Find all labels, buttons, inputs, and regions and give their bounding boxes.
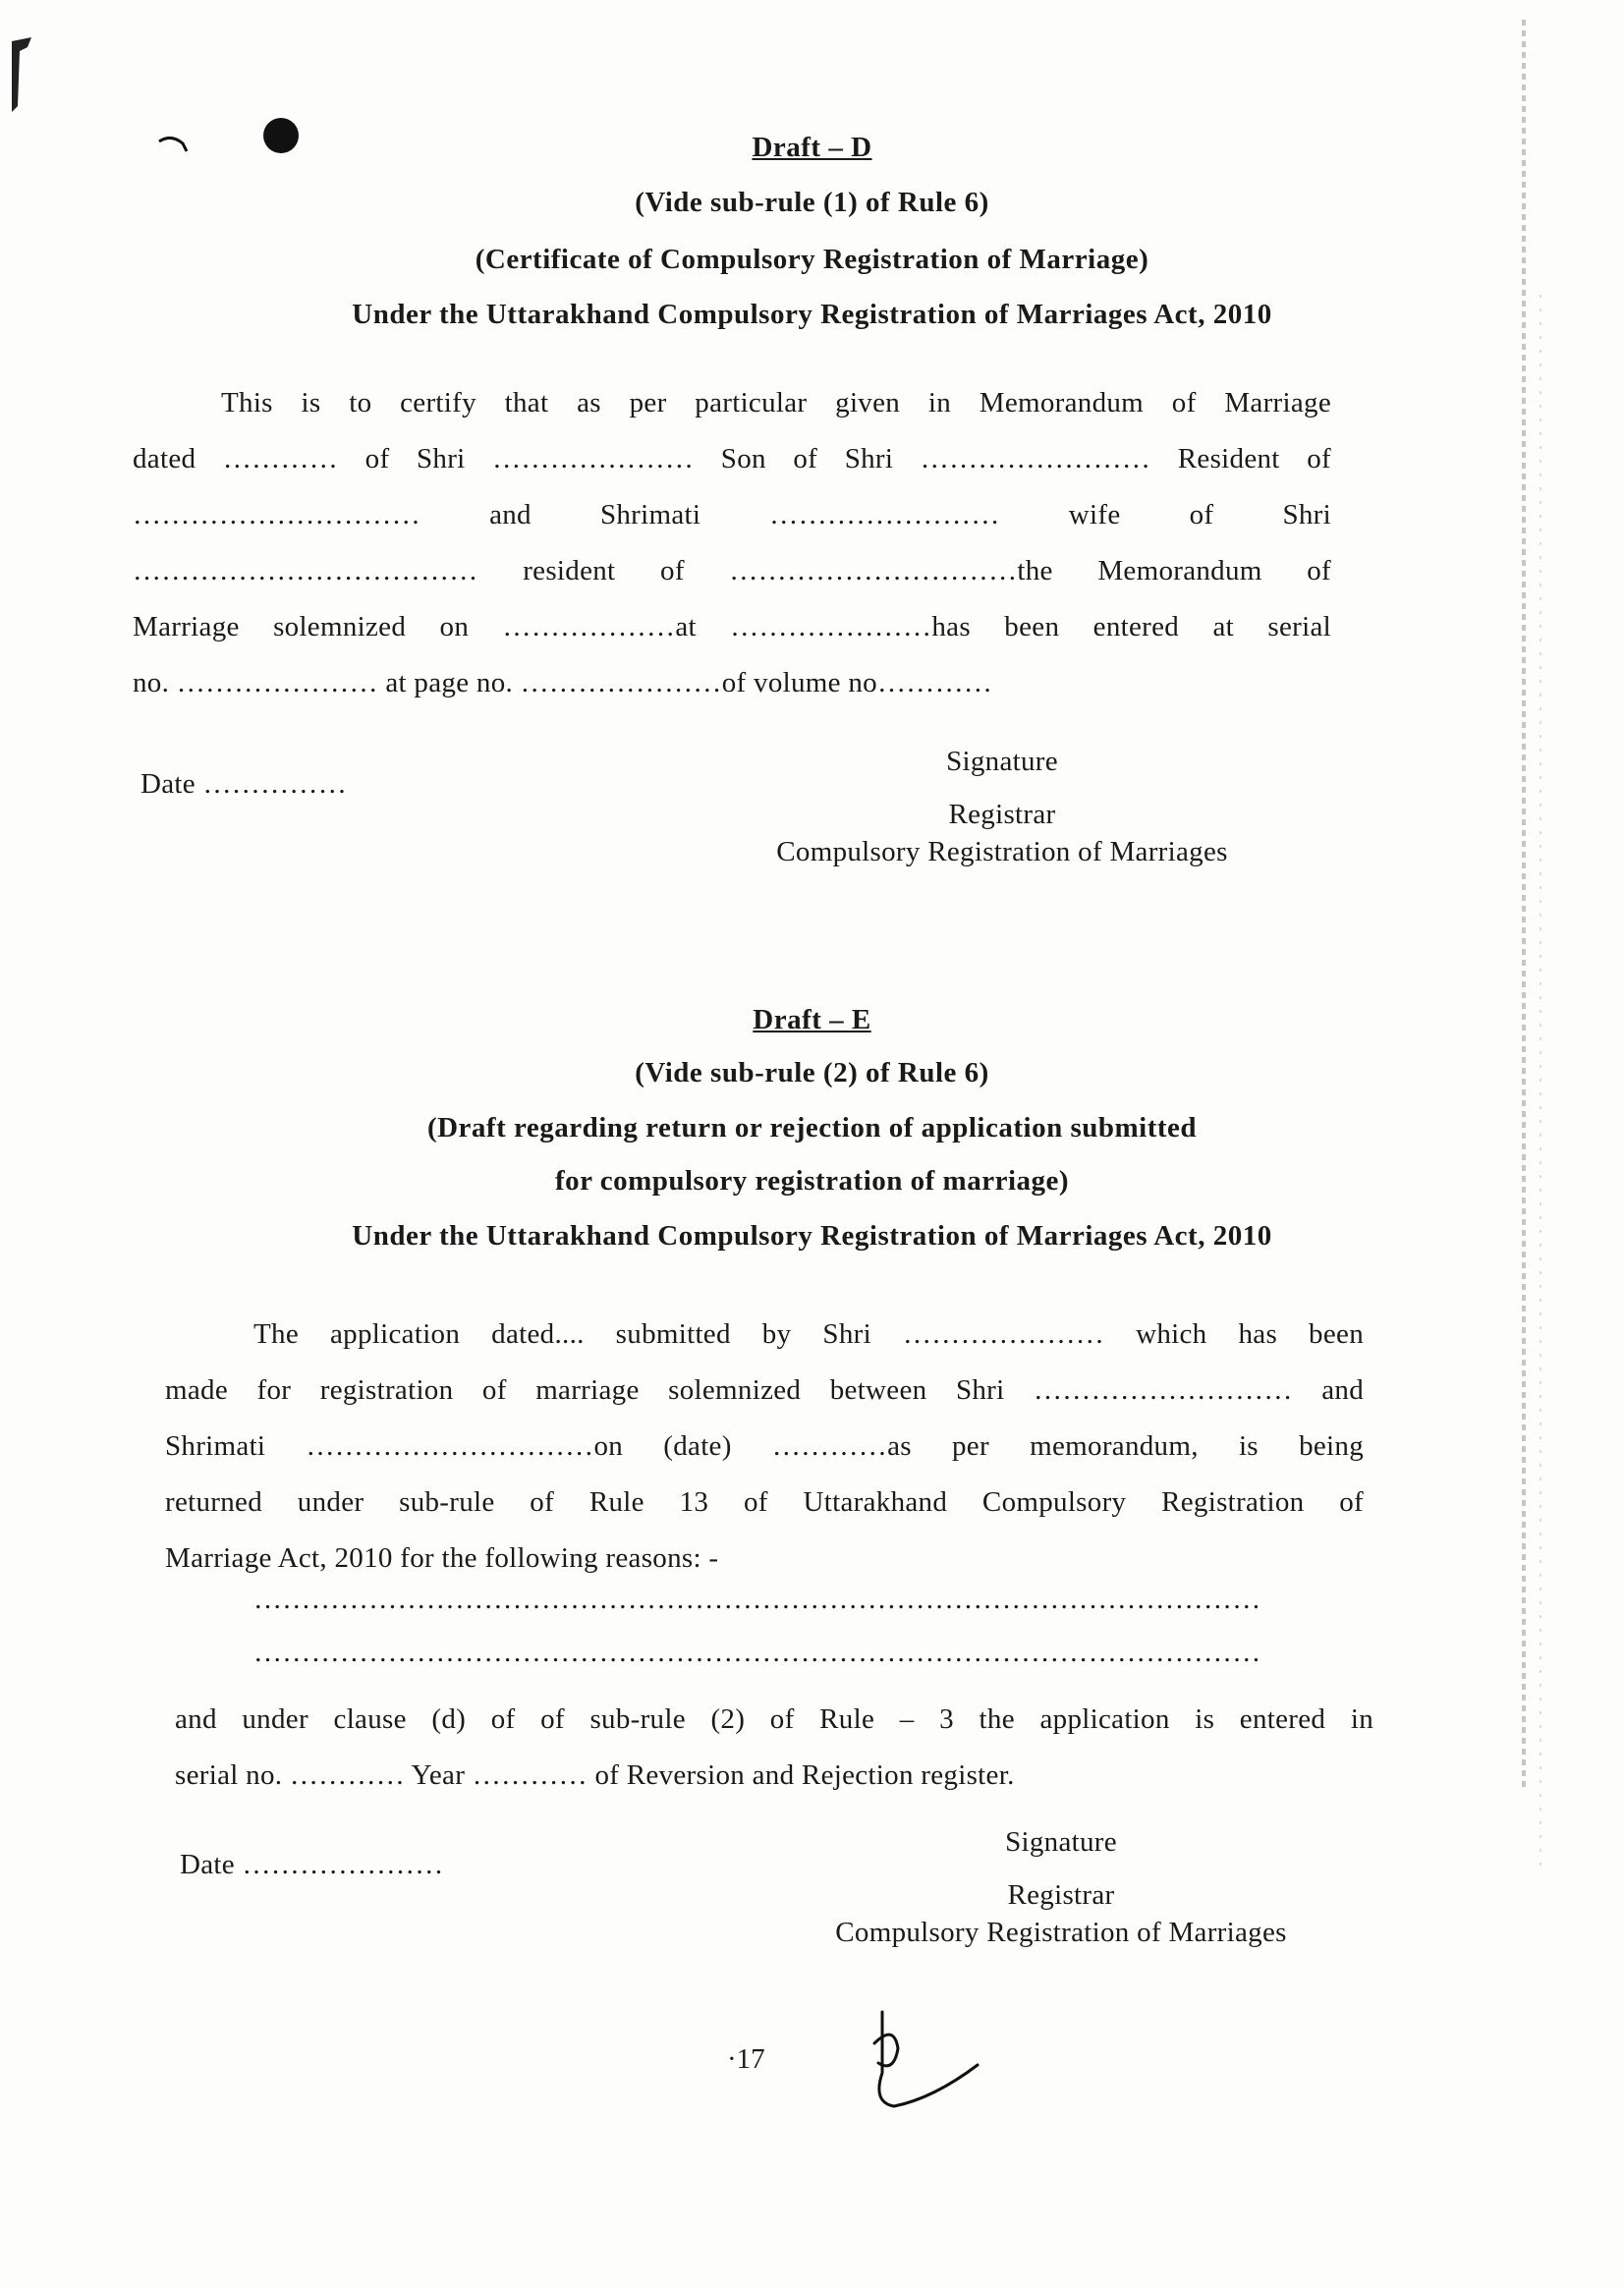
draft-e-signature-block <box>766 1815 1356 1951</box>
draft-d-body-line: ……………………………… resident of …………………………the Memorandum of <box>133 555 1331 586</box>
draft-d-vide: (Vide sub-rule (1) of Rule 6) <box>635 187 989 218</box>
draft-d-body-line: no. ………………… at page no. …………………of volume no………… <box>133 667 993 698</box>
registrar-label: Registrar <box>948 799 1056 830</box>
draft-e-title: Draft – E <box>753 1004 871 1035</box>
draft-d-body-line: Marriage solemnized on ………………at …………………has been entered at serial <box>133 611 1331 642</box>
draft-e-body-line: The application dated.... submitted by Shri ………………… which has been <box>253 1318 1364 1350</box>
draft-e-body-line: Marriage Act, 2010 for the following reasons: - <box>165 1542 719 1574</box>
registrar-office: Compulsory Registration of Marriages <box>776 836 1228 867</box>
draft-e-body-line: returned under sub-rule of Rule 13 of Uttarakhand Compulsory Registration of <box>165 1486 1364 1518</box>
draft-e-subject-line1: (Draft regarding return or rejection of application submitted <box>426 1112 1198 1144</box>
draft-e-clause-line: and under clause (d) of of sub-rule (2) of Rule – 3 the application is entered in <box>175 1703 1373 1735</box>
registrar-office: Compulsory Registration of Marriages <box>835 1917 1287 1948</box>
draft-d-subject: (Certificate of Compulsory Registration of Marriage) <box>475 244 1149 275</box>
draft-e-reason-line: …………………………………………………………………………………………… <box>253 1637 1261 1668</box>
draft-e-body <box>165 1307 1364 1587</box>
draft-d-act: Under the Uttarakhand Compulsory Registration of Marriages Act, 2010 <box>352 299 1272 330</box>
draft-d-title: Draft – D <box>752 132 872 163</box>
draft-e-clause <box>175 1692 1373 1804</box>
signature-label: Signature <box>946 746 1058 777</box>
draft-d-signature-block <box>707 735 1297 870</box>
page-number: ·17 <box>727 2043 765 2075</box>
registrar-label: Registrar <box>1007 1879 1115 1911</box>
scan-artifact-mark <box>10 37 39 116</box>
draft-e-reason-line: …………………………………………………………………………………………… <box>253 1584 1261 1615</box>
draft-e-subject-line2: for compulsory registration of marriage) <box>554 1165 1070 1197</box>
draft-d-body-line: ………………………… and Shrimati …………………… wife of Shri <box>133 499 1331 530</box>
draft-e-date: Date ………………… <box>180 1849 444 1880</box>
draft-e-vide: (Vide sub-rule (2) of Rule 6) <box>635 1057 989 1088</box>
draft-e-act: Under the Uttarakhand Compulsory Registration of Marriages Act, 2010 <box>352 1220 1272 1252</box>
draft-d-body-line: This is to certify that as per particular given in Memorandum of Marriage <box>221 387 1331 418</box>
signature-label: Signature <box>1005 1826 1117 1858</box>
draft-d-body <box>133 375 1331 711</box>
draft-d-date: Date …………… <box>140 768 347 800</box>
scan-edge-line <box>1522 20 1526 1788</box>
draft-e-clause-line: serial no. ………… Year ………… of Reversion and Rejection register. <box>175 1759 1015 1791</box>
draft-e-body-line: made for registration of marriage solemnized between Shri ……………………… and <box>165 1374 1364 1406</box>
handwritten-signature <box>865 2004 992 2112</box>
draft-e-body-line: Shrimati …………………………on (date) …………as per memorandum, is being <box>165 1430 1364 1462</box>
draft-d-body-line: dated ………… of Shri ………………… Son of Shri …………………… Resident of <box>133 443 1331 474</box>
